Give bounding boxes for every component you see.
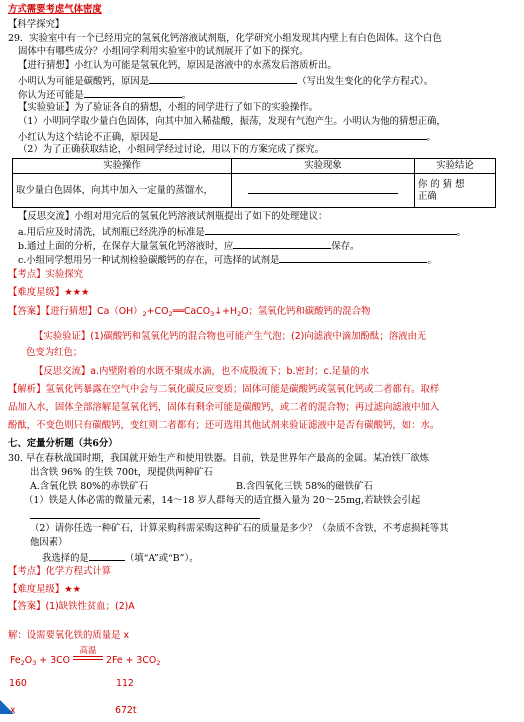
answer-blank[interactable] xyxy=(279,253,427,263)
q29-reflect-a xyxy=(18,225,466,239)
eq-co: + 3CO xyxy=(36,655,74,666)
answer-blank[interactable] xyxy=(233,239,331,249)
q30-line-1: 30. 早在春秋战国时期，我国就开始生产和使用铁器。目前，铁是世界年产最高的金属。某冶铁厂欲炼 xyxy=(8,453,430,464)
q29-step-1: （1）小明同学取少量白色固体，向其中加入稀盐酸，振荡，发现有气泡产生。小明认为他的猜想正确， xyxy=(18,116,446,127)
table-cell-phenomenon xyxy=(232,174,415,208)
q29-reflect-b-end: 保存。 xyxy=(331,241,360,252)
q29-you-text: 你认为还可能是 xyxy=(18,90,84,101)
q29-reflect-c-end: 。 xyxy=(427,255,437,266)
subscript: 2 xyxy=(237,310,242,318)
page-corner-marker xyxy=(0,700,14,714)
q29-analysis-2: 品加入水，固体全部溶解是氢氧化钙，固体有剩余可能是碳酸钙，或二者的混合物；再过滤向滤液中加入 xyxy=(8,402,440,413)
q29-reflect: 【反思交流】小组对用完后的氢氧化钙溶液试剂瓶提出了如下的处理建议： xyxy=(18,211,328,222)
q29-reflect-c xyxy=(18,253,437,267)
q30-line-4: （1）铁是人体必需的微量元素，14～18 岁人群每天的适宜摄入量为 20～25mg,若缺铁会引起 xyxy=(24,495,421,506)
answer-blank[interactable] xyxy=(205,225,457,235)
answer-1a: 【答案】【进行猜想】Ca（OH） xyxy=(8,306,143,317)
eq-o: O xyxy=(24,655,33,666)
q30-option-b: B.含四氧化三铁 58%的磁铁矿石 xyxy=(236,481,373,492)
q30-mass-x: x xyxy=(10,705,16,716)
table-header-operation: 实验操作 xyxy=(13,159,232,174)
eq-fe: Fe xyxy=(10,655,21,666)
answer-1e: O；氢氧化钙和碳酸钙的混合物 xyxy=(241,306,371,317)
subscript: 3 xyxy=(210,310,215,318)
q30-option-a: A.含氧化铁 80%的赤铁矿石 xyxy=(30,481,148,492)
q30-mass-672t: 672t xyxy=(115,705,137,716)
q29-xiaoming-text: 小明认为可能是碳酸钙，原因是 xyxy=(18,76,150,87)
q30-line-4-blank xyxy=(30,509,260,523)
q29-step-1b-text: 小红认为这个结论不正确，原因是 xyxy=(18,132,159,143)
table-header-conclusion: 实验结论 xyxy=(415,159,496,174)
q29-step-1b xyxy=(18,130,436,144)
subscript: 3 xyxy=(32,659,37,667)
q29-you-end: 。 xyxy=(181,90,192,101)
answer-1b: +CO xyxy=(146,306,169,317)
q29-answer-4: 【反思交流】a.内壁附着的水既不聚成水滴，也不成股流下；b.密封；c.足量的水 xyxy=(34,366,370,377)
subscript: 2 xyxy=(156,659,161,667)
q29-answer-1 xyxy=(8,306,370,320)
q29-verify: 【实验验证】为了验证各自的猜想，小组的同学进行了如下的实验操作。 xyxy=(18,102,319,113)
q30-kaodian: 【考点】化学方程式计算 xyxy=(8,566,112,577)
section-7-title: 七、定量分析题（共6分） xyxy=(8,438,118,449)
table-header-phenomenon: 实验现象 xyxy=(232,159,415,174)
q29-reflect-a-end: 。 xyxy=(456,227,467,238)
answer-blank[interactable] xyxy=(149,74,297,84)
answer-1d: ↓+H xyxy=(214,306,238,317)
q30-line-6: 他因素） xyxy=(30,537,68,548)
q30-choose-tail: （填“A”或“B”）。 xyxy=(124,553,199,564)
answer-blank[interactable] xyxy=(248,184,398,194)
table-cell-conclusion xyxy=(415,174,496,208)
q30-answer: 【答案】(1)缺铁性贫血；(2)A xyxy=(8,601,135,612)
q30-line-2: 出含铁 96% 的生铁 700t，现提供两种矿石 xyxy=(30,467,213,478)
q29-xiaoming-guess xyxy=(18,74,433,88)
q29-xiaoming-tail: （写出发生变化的化学方程式）。 xyxy=(297,76,434,87)
q30-mass-112: 112 xyxy=(116,678,134,689)
q30-equation xyxy=(10,646,161,669)
q29-step-2: （2）为了正确获取结论，小组同学经过讨论，用以下的方案完成了探究。 xyxy=(18,144,324,155)
q29-reflect-b xyxy=(18,239,359,253)
section-label: 【科学探究】 xyxy=(8,19,65,30)
answer-blank[interactable] xyxy=(159,130,427,140)
subscript: 2 xyxy=(20,659,25,667)
subscript: 2 xyxy=(142,310,147,318)
q29-analysis-1: 【解析】氢氧化钙暴露在空气中会与二氧化碳反应变质；固体可能是碳酸钙或氢氧化钙或二者都有。取样 xyxy=(8,384,440,395)
q29-stem-2: 固体中有哪些成分？小组同学利用实验室中的试剂展开了如下的探究。 xyxy=(18,46,309,57)
q29-reflect-c-text: c.小组同学想用另一种试剂检验碳酸钙的存在，可选择的试剂是 xyxy=(18,255,280,266)
top-tag: 方式需要考虑气体密度 xyxy=(8,4,102,15)
q29-difficulty: 【难度星级】★★★ xyxy=(8,287,90,298)
q29-kaodian: 【考点】实验探究 xyxy=(8,269,84,280)
q29-stem-1: 29．实验室中有一个已经用完的氢氧化钙溶液试剂瓶，化学研究小组发现其内壁上有白色固体。这个白色 xyxy=(8,33,442,44)
eq-condition: 高温 xyxy=(79,646,97,656)
table-conclusion-line-1: 你 的 猜 想 xyxy=(418,178,465,190)
experiment-table xyxy=(12,158,496,208)
q30-line-5: （2）请你任选一种矿石，计算采购科需采购这种矿石的质量是多少？（杂质不含铁，不考虑损耗等其 xyxy=(30,523,449,534)
q30-solve: 解：设需要氧化铁的质量是 x xyxy=(8,630,130,641)
q30-choose xyxy=(42,551,199,565)
q30-mass-160: 160 xyxy=(9,678,27,689)
table-cell-operation: 取少量白色固体，向其中加入一定量的蒸馏水， xyxy=(13,174,232,208)
eq-arrow xyxy=(73,646,103,667)
answer-blank[interactable] xyxy=(84,88,182,98)
eq-products: 2Fe + 3CO xyxy=(103,655,157,666)
q29-reflect-b-text: b.通过上面的分析，在保存大量氢氧化钙溶液时，应 xyxy=(18,241,234,252)
answer-blank[interactable] xyxy=(30,509,260,519)
q29-reflect-a-text: a.用后应及时清洗，试剂瓶已经洗净的标准是 xyxy=(18,227,205,238)
answer-blank[interactable] xyxy=(89,551,125,561)
q30-difficulty: 【难度星级】★★ xyxy=(8,584,82,595)
q29-answer-2: 【实验验证】(1)碳酸钙和氢氧化钙的混合物也可能产生气泡；(2)向滤液中滴加酚酞；溶液由无 xyxy=(34,331,427,342)
subscript: 2 xyxy=(168,310,173,318)
q29-analysis-3: 酚酞，不变色则只有碳酸钙，变红则二者都有；还可选用其他试剂来验证滤液中是否有碳酸钙，如：水。 xyxy=(8,420,440,431)
answer-1c: ══CaCO xyxy=(172,306,211,317)
table-conclusion-line-2: 正确 xyxy=(418,190,437,202)
q29-step-1b-end: 。 xyxy=(426,132,437,143)
q29-you-guess xyxy=(18,88,191,102)
q29-answer-3: 色变为红色； xyxy=(26,347,83,358)
q30-choose-text: 我选择的是 xyxy=(42,553,89,564)
q29-guess-title: 【进行猜想】小红认为可能是氢氧化钙，原因是溶液中的水蒸发后溶质析出。 xyxy=(18,60,337,71)
